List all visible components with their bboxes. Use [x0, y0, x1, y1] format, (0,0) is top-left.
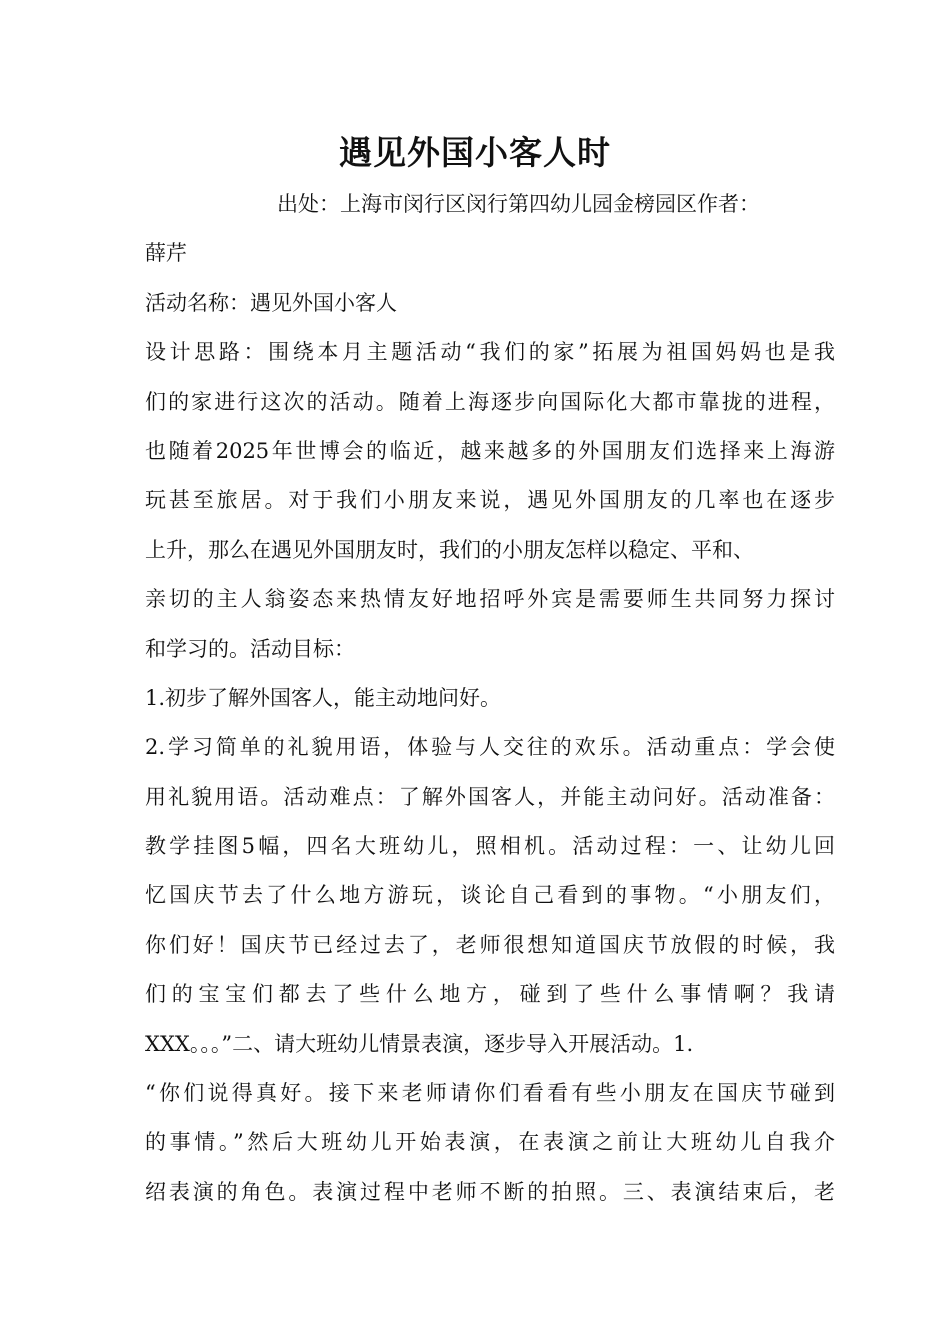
- body-line: 忆国庆节去了什么地方游玩，谈论自己看到的事物。“小朋友们，: [145, 883, 835, 908]
- body-line: 的事情。”然后大班幼儿开始表演，在表演之前让大班幼儿自我介: [145, 1130, 835, 1155]
- body-line: XXX。。。”二、请大班幼儿情景表演，逐步导入开展活动。1.: [145, 1031, 694, 1056]
- body-line: 和学习的。活动目标：: [145, 636, 355, 661]
- body-line: 们的家进行这次的活动。随着上海逐步向国际化大都市靠拢的进程，: [145, 389, 835, 414]
- body-line: 你们好！国庆节已经过去了，老师很想知道国庆节放假的时候，我: [145, 932, 835, 957]
- body-line: 教学挂图5幅，四名大班幼儿，照相机。活动过程：一、让幼儿回: [145, 834, 835, 859]
- body-line: 亲切的主人翁姿态来热情友好地招呼外宾是需要师生共同努力探讨: [145, 587, 835, 612]
- body-line: 玩甚至旅居。对于我们小朋友来说，遇见外国朋友的几率也在逐步: [145, 488, 835, 513]
- activity-name-line: 活动名称：遇见外国小客人: [145, 290, 397, 315]
- body-line: 设计思路：围绕本月主题活动“我们的家”拓展为祖国妈妈也是我: [145, 340, 835, 365]
- body-line: 用礼貌用语。活动难点：了解外国客人，并能主动问好。活动准备：: [145, 784, 835, 809]
- body-line: 们的宝宝们都去了些什么地方，碰到了些什么事情啊？我请: [145, 982, 835, 1007]
- source-line: 出处：上海市闵行区闵行第四幼儿园金榜园区作者：: [277, 192, 760, 216]
- document-body: [145, 180, 835, 1217]
- author-line: 薛芹: [145, 241, 187, 266]
- body-line: “你们说得真好。接下来老师请你们看看有些小朋友在国庆节碰到: [145, 1081, 835, 1106]
- body-line: 上升，那么在遇见外国朋友时，我们的小朋友怎样以稳定、平和、: [145, 537, 754, 562]
- goal-item: 1.初步了解外国客人，能主动地问好。: [145, 685, 502, 710]
- document-title: 遇见外国小客人时: [339, 133, 611, 172]
- body-line: 也随着2025年世博会的临近，越来越多的外国朋友们选择来上海游: [145, 438, 835, 463]
- body-line: 绍表演的角色。表演过程中老师不断的拍照。三、表演结束后，老: [145, 1179, 835, 1204]
- goal-item: 2.学习简单的礼貌用语，体验与人交往的欢乐。活动重点：学会使: [145, 735, 835, 760]
